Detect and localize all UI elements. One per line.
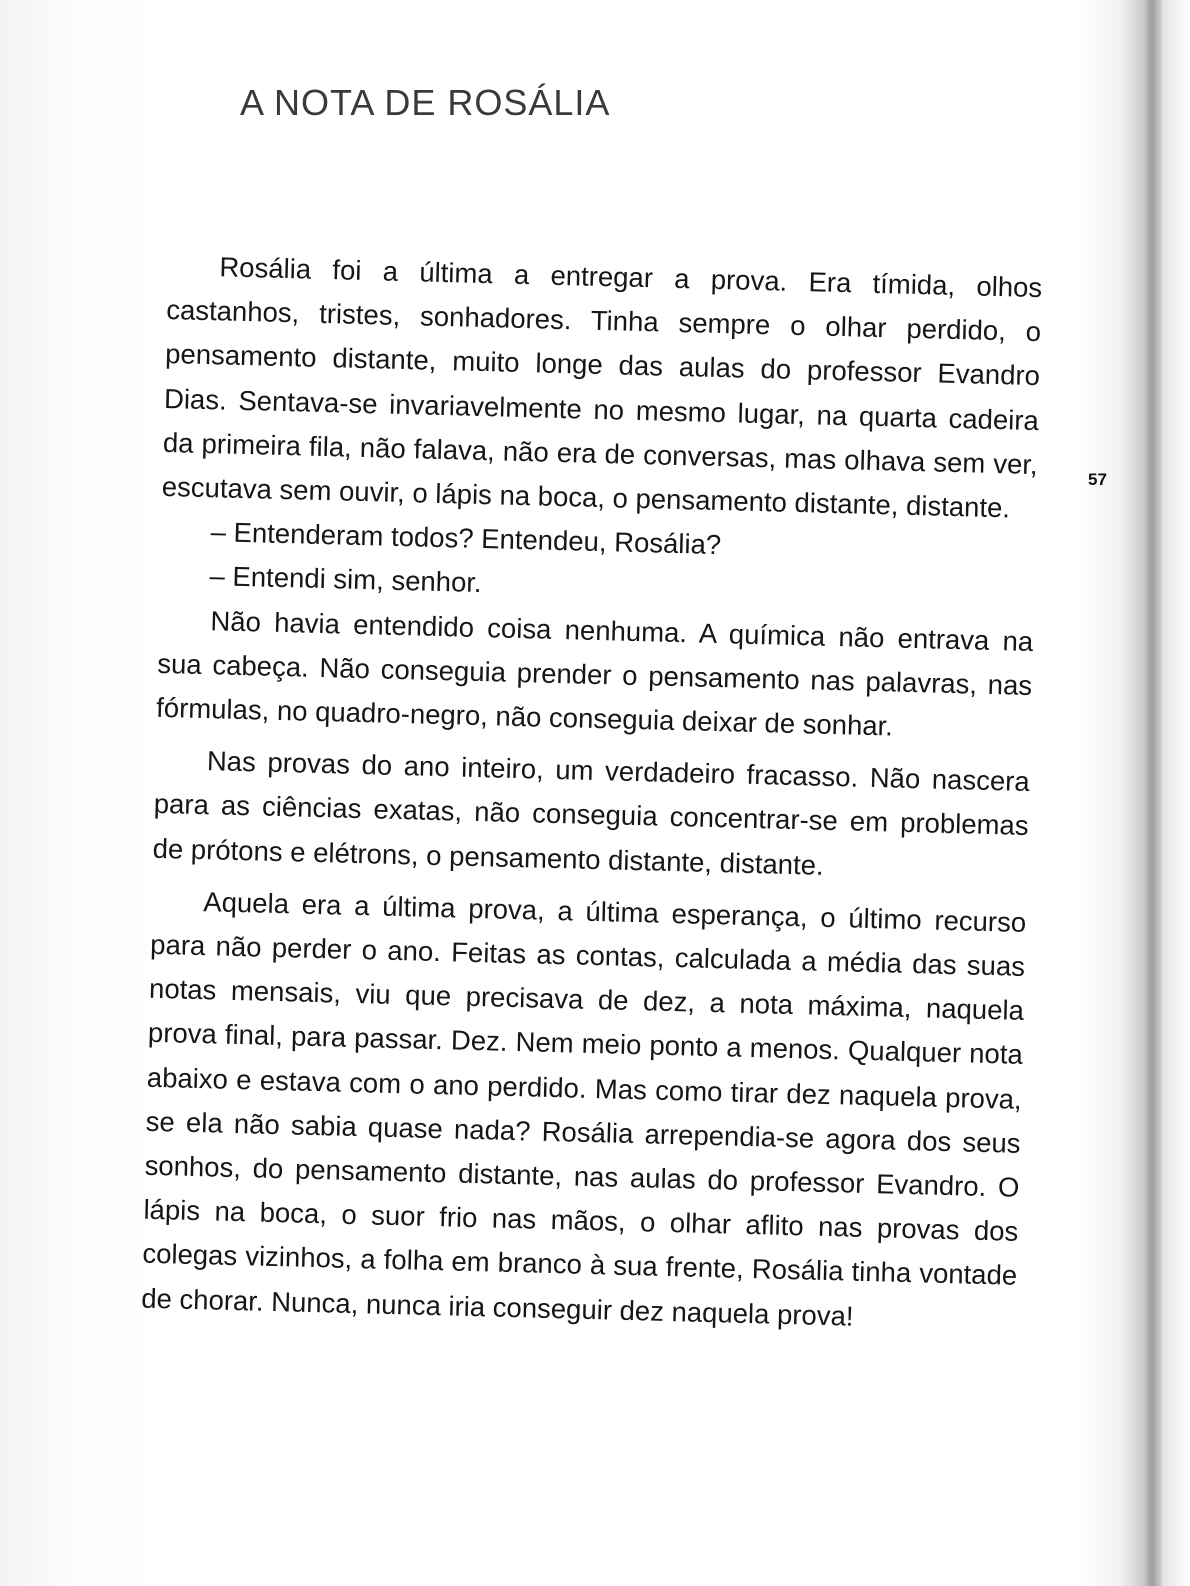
chapter-title: A NOTA DE ROSÁLIA — [240, 82, 611, 123]
paragraph-failure: Nas provas do ano inteiro, um verdadeiro fracasso. Não nascera para as ciências exatas, não conseguia concentrar-se em problemas de prótons e elétrons, o pensamento distante, distante. — [152, 745, 1031, 881]
dialog-line-rosalia: – Entendi sim, senhor. — [209, 560, 483, 599]
page-edge-shadow — [1144, 0, 1162, 1586]
paragraph-intro: Rosália foi a última a entregar a prova. Era tímida, olhos castanhos, tristes, sonhadores. Tinha sempre o olhar perdido, o pensamento distante, muito longe das aulas do professor Evandro Dias. Sentava-se invariavelmente no mesmo lugar, na quarta cadeira da primeira fila, não falava, não era de conversas, mas olhava sem ver, escutava sem ouvir, o lápis na boca, o pensamento distante, distante. — [161, 251, 1043, 524]
paragraph-chemistry: Não havia entendido coisa nenhuma. A química não entrava na sua cabeça. Não conseguia prender o pensamento nas palavras, nas fórmulas, no quadro-negro, não conseguia deixar de sonhar. — [155, 604, 1034, 742]
text-body — [141, 244, 1043, 1343]
dialog-line-teacher: – Entenderam todos? Entendeu, Rosália? — [210, 516, 722, 561]
page-number: 57 — [1088, 470, 1107, 489]
paragraph-last-exam: Aquela era a última prova, a última esperança, o último recurso para não perder o ano. Feitas as contas, calculada a média das suas notas mensais, viu que precisava de dez, a nota máxima, naquela prova final, para passar. Dez. Nem meio ponto a menos. Qualquer nota abaixo e estava com o ano perdido. Mas como tirar dez naquela prova, se ela não sabia quase nada? Rosália arrependia-se agora dos seus sonhos, do pensamento distante, nas aulas do professor Evandro. O lápis na boca, o suor frio nas mãos, o olhar aflito nas provas dos colegas vizinhos, a folha em branco à sua frente, Rosália tinha vontade de chorar. Nunca, nunca iria conseguir dez naquela prova! — [140, 885, 1027, 1332]
